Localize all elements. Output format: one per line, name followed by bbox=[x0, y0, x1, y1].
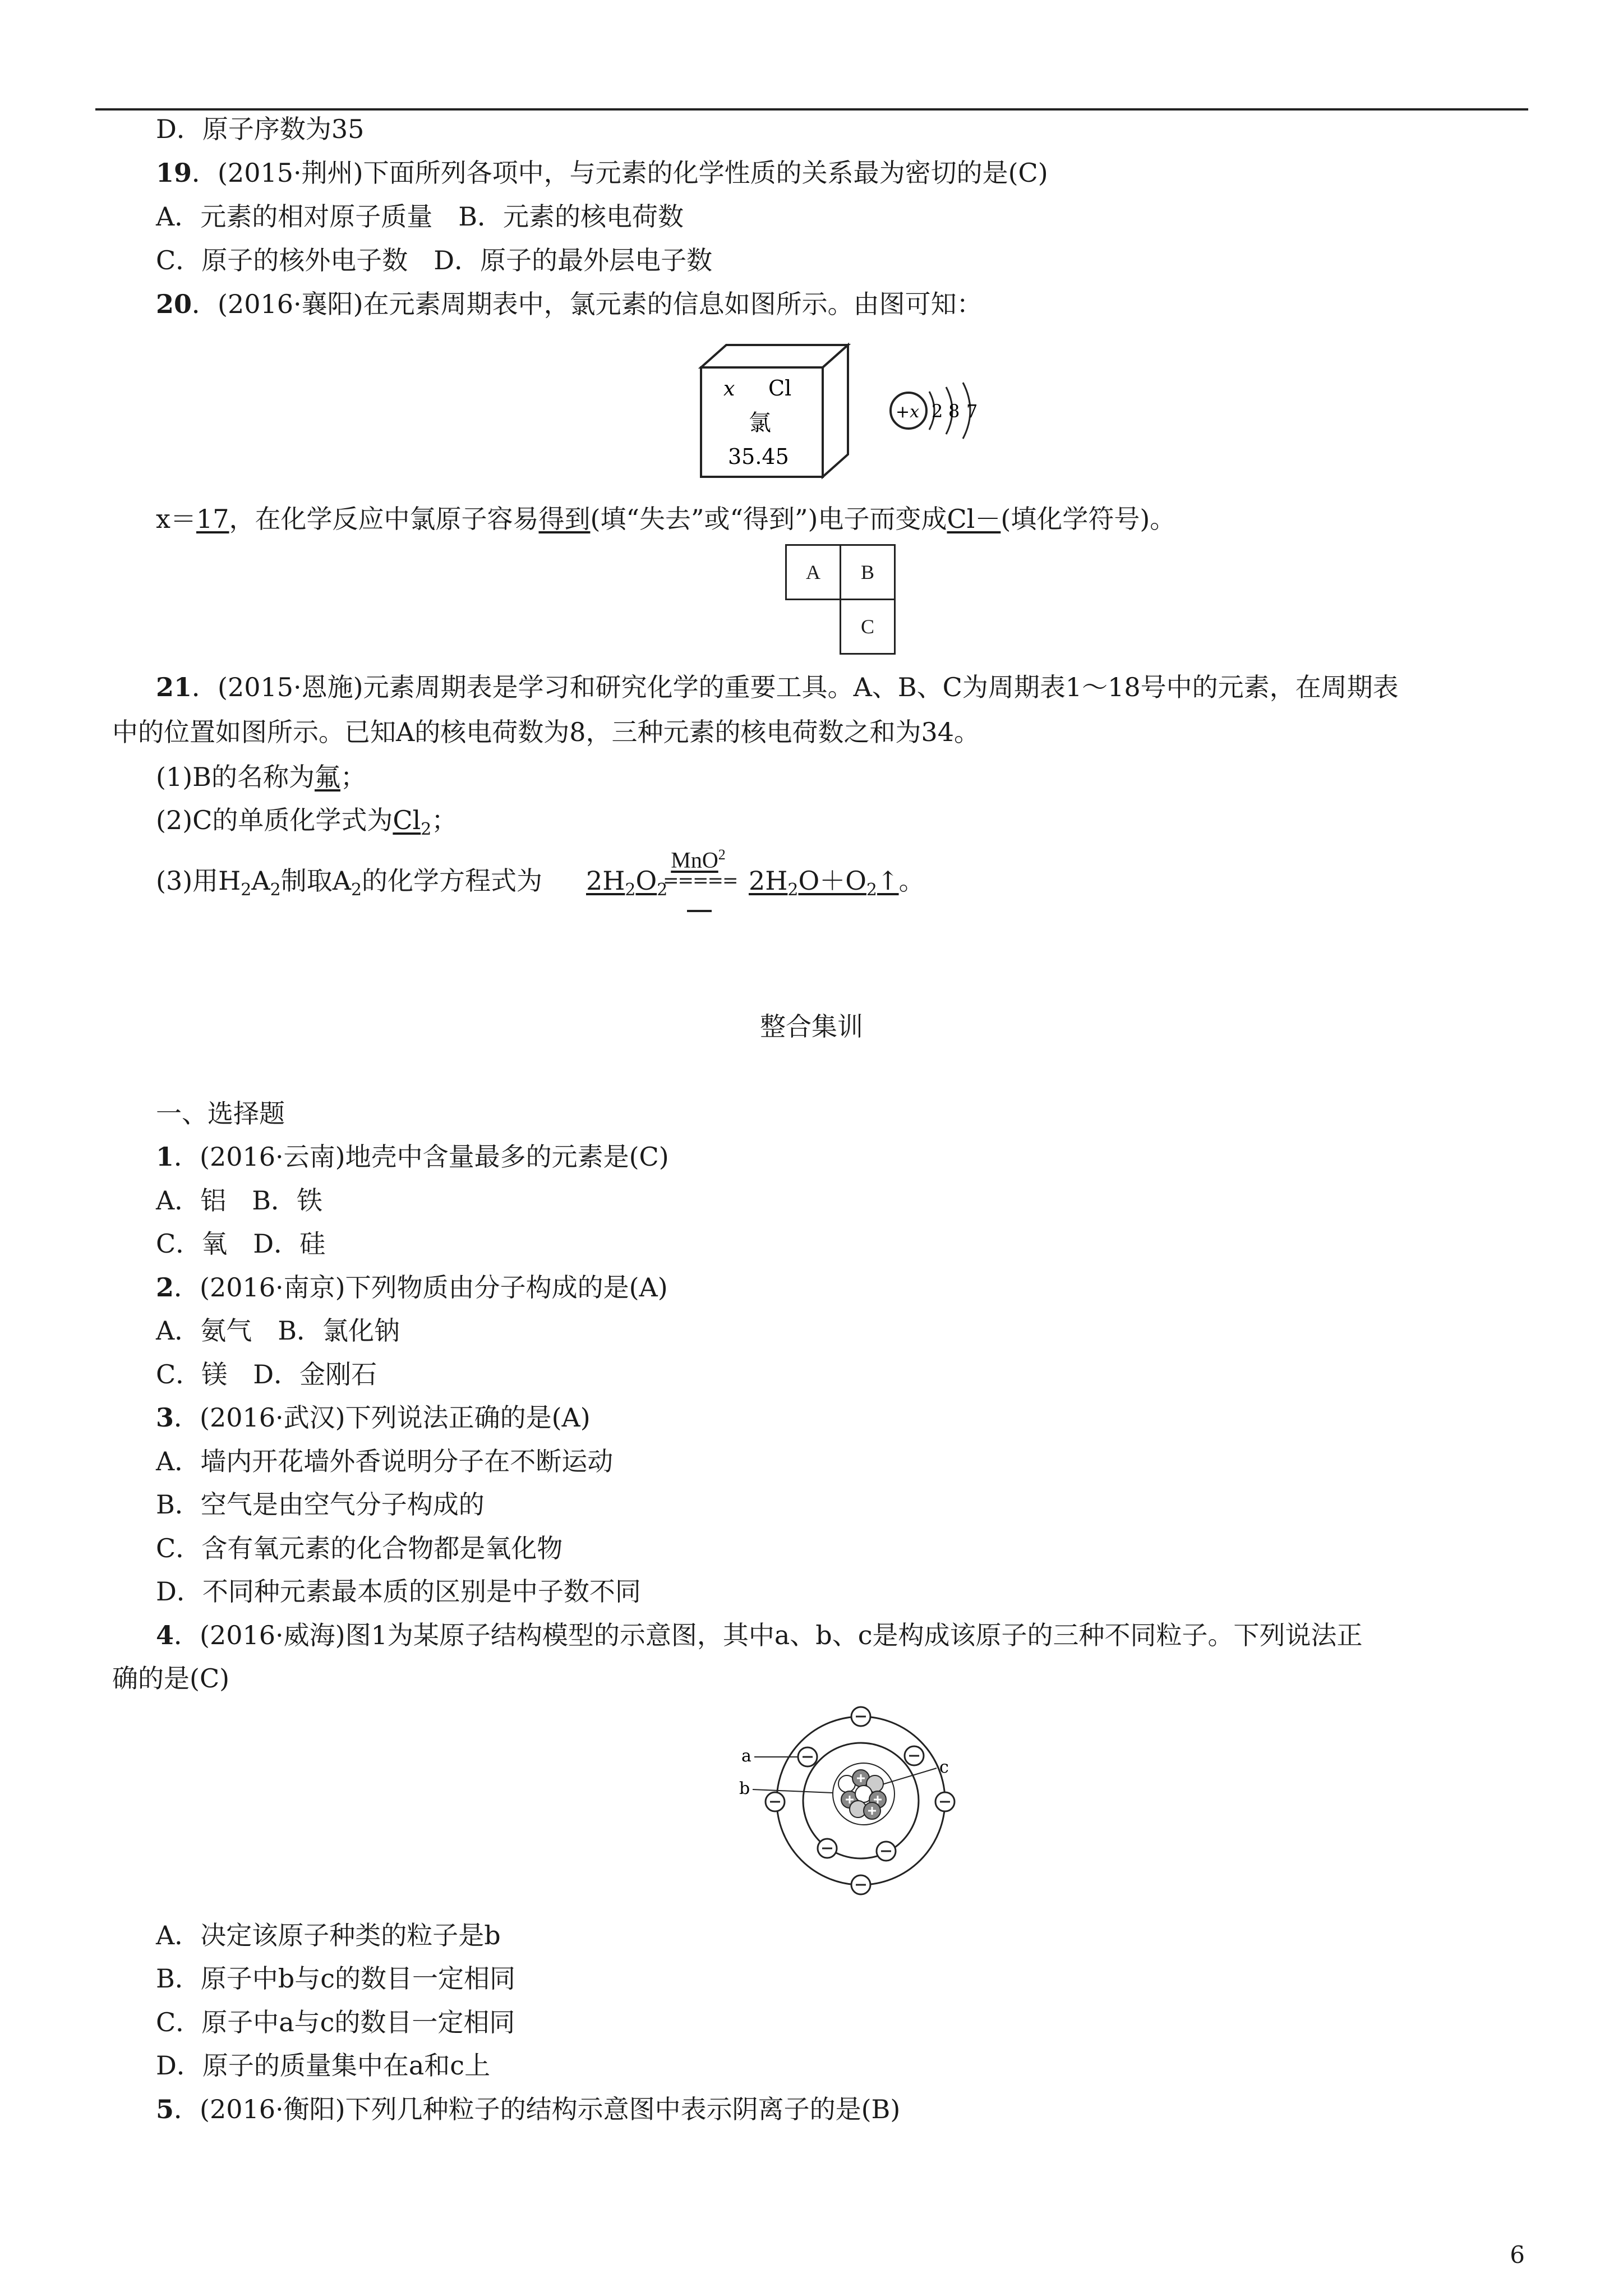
grid-cell-a: A bbox=[785, 544, 841, 600]
element-name: 氯 bbox=[749, 410, 771, 436]
answer-text: ，在化学反应中氯原子容易 bbox=[229, 504, 539, 534]
question-number: 2 bbox=[156, 1272, 174, 1303]
question-2 bbox=[156, 1271, 668, 1304]
answer-text: x＝ bbox=[156, 504, 196, 534]
answer-text: (填化学符号)。 bbox=[1000, 504, 1176, 534]
answer-ion: Cl－ bbox=[947, 504, 1001, 534]
formula-text: 2H bbox=[586, 866, 625, 896]
answer-b-name: 氟 bbox=[314, 762, 340, 792]
q4-option-a: A．决定该原子种类的粒子是b bbox=[156, 1920, 501, 1950]
formula-text: ↑ bbox=[877, 866, 899, 896]
shell-1-electrons: 2 bbox=[932, 401, 943, 422]
question-number: 19 bbox=[156, 158, 192, 188]
q20-answer bbox=[156, 502, 1175, 536]
equation-bar bbox=[687, 910, 712, 912]
answer-text: 制取A bbox=[280, 866, 351, 896]
q21-part2 bbox=[156, 803, 457, 846]
q4-option-d: D．原子的质量集中在a和c上 bbox=[156, 2050, 491, 2081]
answer-text: (2)C的单质化学式为 bbox=[156, 805, 393, 835]
question-text: ．(2015·荆州)下面所列各项中，与元素的化学性质的关系最为密切的是(C) bbox=[192, 158, 1048, 188]
catalyst-text: MnO bbox=[671, 847, 718, 873]
formula-text: Cl bbox=[393, 805, 421, 835]
question-number: 5 bbox=[156, 2094, 174, 2124]
equation-reactant bbox=[586, 864, 667, 907]
header-rule bbox=[95, 108, 1528, 111]
q19-options-ab: A．元素的相对原子质量 B．元素的核电荷数 bbox=[156, 201, 684, 232]
question-number: 3 bbox=[156, 1402, 174, 1433]
formula-text: 2H bbox=[749, 866, 788, 896]
answer-gain: 得到 bbox=[538, 504, 591, 534]
subscript: 2 bbox=[625, 880, 636, 900]
question-19 bbox=[156, 156, 1048, 190]
option-d: D．原子序数为35 bbox=[156, 114, 365, 144]
q2-options-cd: C．镁 D．金刚石 bbox=[156, 1359, 377, 1389]
question-text: ．(2015·恩施)元素周期表是学习和研究化学的重要工具。A、B、C为周期表1～18号中的元素，在周期表 bbox=[192, 672, 1399, 702]
element-symbol: Cl bbox=[768, 376, 792, 401]
subscript: 2 bbox=[351, 880, 362, 900]
grid-cell-c: C bbox=[840, 599, 896, 655]
subscript: 2 bbox=[657, 880, 668, 900]
subscript: 2 bbox=[421, 820, 432, 839]
question-3 bbox=[156, 1401, 591, 1434]
part-heading: 一、选择题 bbox=[156, 1098, 285, 1129]
label-c: c bbox=[939, 1757, 949, 1777]
question-1 bbox=[156, 1140, 669, 1174]
label-a: a bbox=[741, 1746, 751, 1766]
formula-text: O bbox=[635, 866, 657, 896]
atom-model-diagram bbox=[729, 1705, 976, 1896]
question-text: ．(2016·南京)下列物质由分子构成的是(A) bbox=[174, 1272, 668, 1303]
question-20 bbox=[156, 287, 983, 321]
subscript: 2 bbox=[241, 880, 252, 900]
section-title: 整合集训 bbox=[760, 1011, 863, 1042]
q4-option-b: B．原子中b与c的数目一定相同 bbox=[156, 1963, 516, 1994]
question-number: 4 bbox=[156, 1620, 174, 1650]
label-b: b bbox=[739, 1779, 750, 1798]
atomic-number-label: x bbox=[723, 378, 735, 401]
grid-cell-b: B bbox=[840, 544, 896, 600]
shell-2-electrons: 8 bbox=[948, 401, 960, 422]
question-text: ．(2016·云南)地壳中含量最多的元素是(C) bbox=[174, 1142, 669, 1172]
question-4 bbox=[156, 1618, 1363, 1652]
shell-3-electrons: 7 bbox=[966, 401, 978, 422]
question-number: 20 bbox=[156, 289, 192, 319]
question-number: 21 bbox=[156, 672, 192, 702]
q2-options-ab: A．氨气 B．氯化钠 bbox=[156, 1315, 400, 1346]
equation-catalyst bbox=[662, 841, 735, 873]
q21-text-cont: 中的位置如图所示。已知A的核电荷数为8，三种元素的核电荷数之和为34。 bbox=[112, 717, 980, 747]
q21-part3 bbox=[156, 864, 542, 907]
q3-option-d: D．不同种元素最本质的区别是中子数不同 bbox=[156, 1576, 641, 1607]
answer-text: (填“失去”或“得到”)电子而变成 bbox=[590, 504, 947, 534]
question-text: ．(2016·威海)图1为某原子结构模型的示意图，其中a、b、c是构成该原子的三种不同粒子。下列说法正 bbox=[174, 1620, 1363, 1650]
formula-text: O＋O bbox=[798, 866, 866, 896]
subscript: 2 bbox=[866, 880, 878, 900]
answer-text: 的化学方程式为 bbox=[362, 866, 543, 896]
superscript: 2 bbox=[718, 846, 726, 863]
q3-option-b: B．空气是由空气分子构成的 bbox=[156, 1489, 485, 1520]
equation-product bbox=[749, 864, 925, 907]
atomic-mass: 35.45 bbox=[728, 444, 789, 469]
question-text: ．(2016·衡阳)下列几种粒子的结构示意图中表示阴离子的是(B) bbox=[174, 2094, 901, 2124]
question-text: ．(2016·武汉)下列说法正确的是(A) bbox=[174, 1402, 591, 1433]
chlorine-element-card bbox=[695, 342, 858, 482]
q3-option-c: C．含有氧元素的化合物都是氧化物 bbox=[156, 1533, 563, 1563]
question-text: ．(2016·襄阳)在元素周期表中，氯元素的信息如图所示。由图可知： bbox=[192, 289, 983, 319]
question-5 bbox=[156, 2092, 900, 2126]
answer-text: 。 bbox=[898, 866, 925, 896]
subscript: 2 bbox=[787, 880, 799, 900]
answer-text: (1)B的名称为 bbox=[156, 762, 315, 792]
page-number: 6 bbox=[1510, 2241, 1525, 2269]
chlorine-atom-structure bbox=[883, 370, 995, 454]
q21-part1 bbox=[156, 760, 366, 794]
answer-text: ； bbox=[431, 805, 458, 835]
subscript: 2 bbox=[270, 880, 281, 900]
q4-text-cont: 确的是(C) bbox=[112, 1663, 230, 1694]
answer-text: A bbox=[251, 866, 270, 896]
q1-options-ab: A．铝 B．铁 bbox=[156, 1185, 323, 1216]
question-21 bbox=[156, 670, 1399, 704]
q19-options-cd: C．原子的核外电子数 D．原子的最外层电子数 bbox=[156, 245, 713, 275]
nucleus-charge: +x bbox=[896, 402, 920, 422]
question-number: 1 bbox=[156, 1142, 174, 1172]
answer-text: (3)用H bbox=[156, 866, 241, 896]
q4-option-c: C．原子中a与c的数目一定相同 bbox=[156, 2007, 515, 2037]
q3-option-a: A．墙内开花墙外香说明分子在不断运动 bbox=[156, 1446, 614, 1476]
q1-options-cd: C．氧 D．硅 bbox=[156, 1228, 326, 1259]
answer-c-formula bbox=[393, 805, 432, 839]
answer-x: 17 bbox=[196, 504, 229, 534]
equation-arrow: ===== bbox=[663, 869, 737, 892]
answer-text: ； bbox=[340, 762, 366, 792]
